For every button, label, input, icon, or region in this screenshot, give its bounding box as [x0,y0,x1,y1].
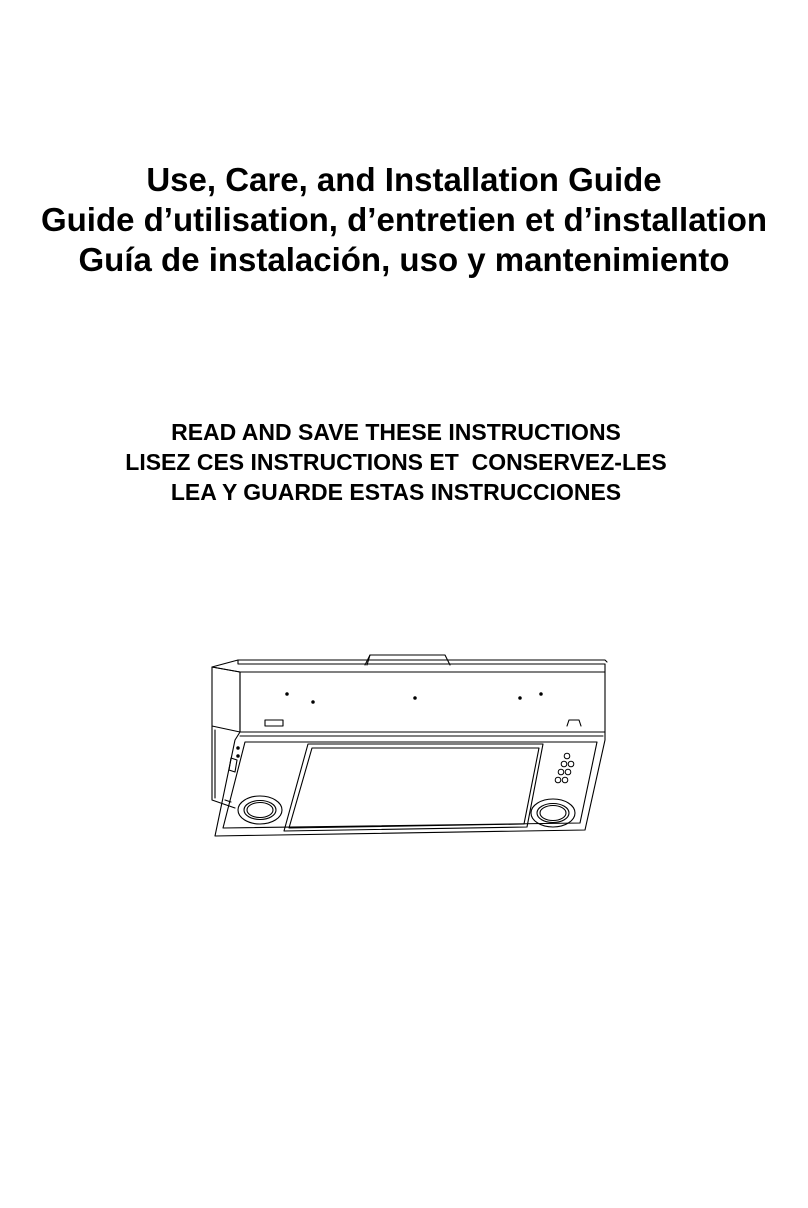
guide-titles [0,160,808,280]
notice-english: READ AND SAVE THESE INSTRUCTIONS [171,419,621,445]
notice-spanish: LEA Y GUARDE ESTAS INSTRUCCIONES [170,479,622,505]
notice-french: LISEZ CES INSTRUCTIONS ET CONSERVEZ-LES [125,449,667,475]
title-english: Use, Care, and Installation Guide [146,161,662,198]
title-french: Guide d’utilisation, d’entretien et d’installation [40,201,768,238]
range-hood-illustration [195,640,615,855]
instruction-notices [0,417,792,507]
range-hood-drawing [195,640,615,855]
title-spanish: Guía de instalación, uso y mantenimiento [78,241,730,278]
